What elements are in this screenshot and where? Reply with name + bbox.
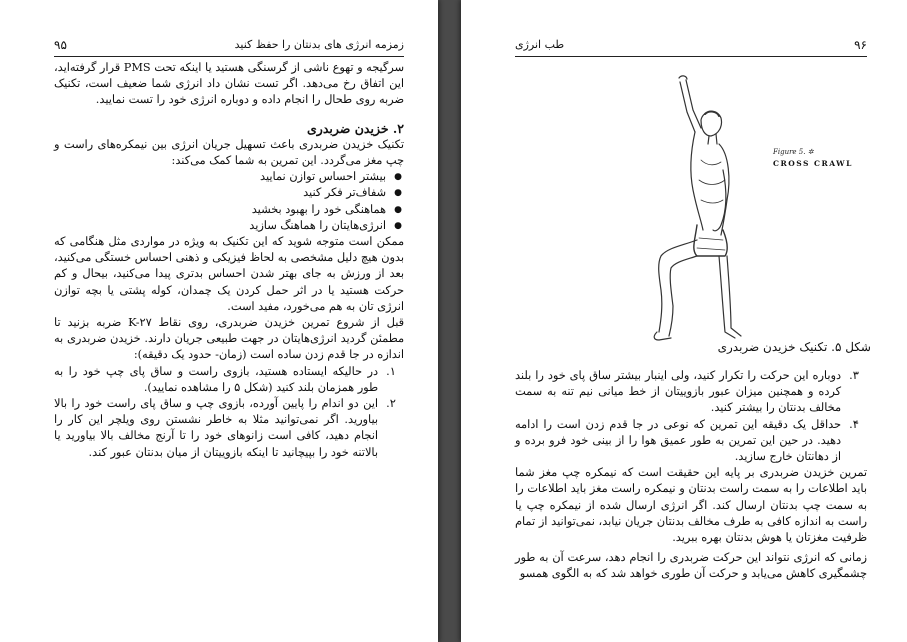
section-intro: تکنیک خزیدن ضربدری باعث تسهیل جریان انرژی بین نیمکره‌های راست و چپ مغز می‌گردد. این تمرین به شما کمک می‌کند:: [54, 137, 404, 168]
left-page: [0, 0, 438, 642]
page-number: ۹۵: [54, 38, 67, 52]
header-rule: [515, 56, 867, 57]
benefits-list: [54, 169, 404, 234]
header-rule: [54, 56, 404, 57]
figure-title: CROSS CRAWL: [773, 159, 853, 168]
figure-caption-fa: شکل ۵. تکنیک خزیدن ضربدری: [717, 340, 871, 354]
cross-crawl-figure-illustration: [631, 70, 771, 350]
step-text: دوباره این حرکت را تکرار کنید، ولی اینبار بیشتر ساق پای خود را بلند کرده و همچنین میزان عبور بازوییتان از خط میانی نیم تنه به سمت مخالف بدنتان را بیشتر کنید.: [515, 369, 841, 415]
step-text: این دو اندام را پایین آورده، بازوی چپ و ساق پای راست خود را بالا بیاورید. اگر نمی‌توانید مثلا به خاطر نشستن روی ویلچر این کار را انجام دهید، کافی است زانوهای خود را تا آرنج مخالف بالا بیاورید یا بالاتنه خود را بپیچانید تا اینکه بازوییتان از میان بدنتان عبور کند.: [54, 397, 378, 459]
paragraph: قبل از شروع تمرین خزیدن ضربدری، روی نقاط K-۲۷ ضربه بزنید تا مطمئن گردید انرژی‌هایتان در جهت طبیعی جریان دارند. خزیدن ضربدری به اندازه در جا قدم زدن ساده است (زمان- حدود یک دقیقه):: [54, 316, 405, 362]
paragraph: ممکن است متوجه شوید که این تکنیک به ویژه در مواردی مثل هنگامی که بدون هیچ دلیل مشخصی به لحاظ فیزیکی و ذهنی احساس خستگی می‌کنید، بعد از ورزش به جای بهتر شدن احساس بدتری پیدا می‌کنید، بیحال و کم حرکت هستید یا در اثر حمل کردن یک چمدان، کوله پشتی یا بچه توازن انرژی تان به هم می‌خورد، مفید است.: [54, 235, 404, 313]
list-item: ● هماهنگی خود را بهبود بخشید: [54, 202, 386, 218]
page-number: ۹۶: [854, 38, 867, 52]
list-item: ● شفاف‌تر فکر کنید: [54, 185, 386, 201]
step-number: ۴.: [849, 417, 859, 431]
running-head: زمزمه انرژی های بدنتان را حفظ کنید: [234, 38, 404, 51]
paragraph: تمرین خزیدن ضربدری بر پایه این حقیقت است که نیمکره چپ مغز شما باید اطلاعات را به سمت راست بدنتان و نیمکره راست مغز باید اطلاعات را به سمت چپ بدنتان ارسال کند. اگر انرژی ارسال شده از نیمکره چپ یا راست به اندازه کافی به طرف مخالف بدنتان جریان نیابد، نمی‌توانید از تمام ظرفیت مغزتان یا هوش بدنتان بهره ببرید.: [515, 466, 867, 545]
list-item: ● بیشتر احساس توازن نمایید: [54, 169, 386, 185]
numbered-step: [54, 396, 404, 461]
list-item: ● انرژی‌هایتان را هماهنگ سازید: [54, 218, 386, 234]
numbered-step: [515, 368, 867, 417]
figure-caption-en: [773, 148, 853, 168]
numbered-step: [54, 364, 404, 396]
figure-label: Figure 5. ✲: [773, 148, 814, 156]
intro-paragraph: سرگیجه و تهوع ناشی از گرسنگی هستید یا اینکه تحت PMS قرار گرفته‌اید، این اتفاق رخ می‌دهد. اگر تست نشان داد انرژی شما ضعیف است، تکنیک ضربه روی طحال را انجام داده و دوباره انرژی خود را تست نمایید.: [54, 61, 404, 107]
paragraph: زمانی که انرژی نتواند این حرکت ضربدری را انجام دهد، سرعت آن به طور چشمگیری کاهش می‌یابد و حرکت آن طوری خواهد شد که به الگوی همسو: [515, 551, 867, 581]
step-text: حداقل یک دقیقه این تمرین که نوعی در جا قدم زدن است را ادامه دهید. در حین این تمرین به طور عمیق هوا را از بینی خود فرو برده و از دهانتان خارج سازید.: [515, 417, 841, 464]
right-page: [461, 0, 907, 642]
step-number: ۳.: [849, 369, 859, 382]
running-head: طب انرژی: [515, 38, 565, 51]
left-body: [54, 60, 404, 461]
step-number: ۲.: [386, 397, 396, 411]
step-text: در حالیکه ایستاده هستید، بازوی راست و ساق پای چپ خود را به طور همزمان بلند کنید (شکل ۵ را مشاهده نمایید).: [54, 364, 378, 394]
step-number: ۱.: [386, 364, 396, 378]
right-body: [515, 368, 867, 583]
numbered-step: [515, 417, 867, 466]
section-heading: ۲. خزیدن ضربدری: [307, 120, 404, 136]
